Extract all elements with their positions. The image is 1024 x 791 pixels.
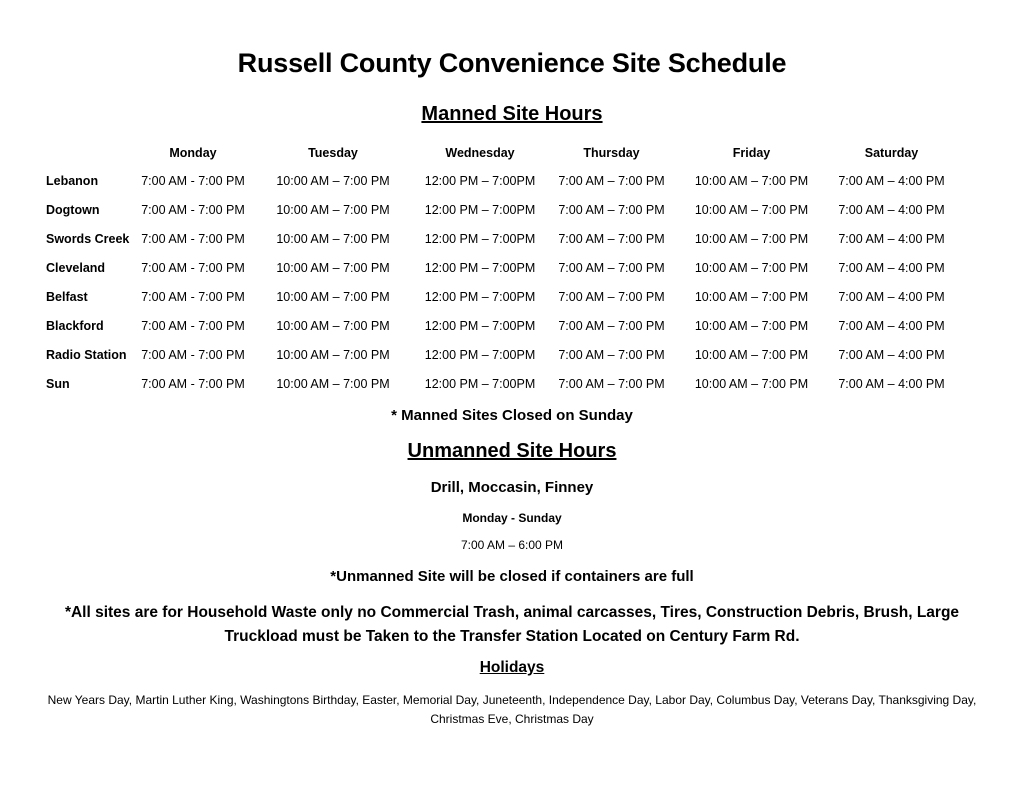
header-day: Saturday (864, 146, 919, 160)
hours-cell: 12:00 PM – 7:00PM (424, 376, 536, 391)
hours-cell: 7:00 AM - 7:00 PM (141, 376, 245, 391)
hours-cell: 7:00 AM – 4:00 PM (838, 376, 945, 391)
hours-cell: 7:00 AM – 4:00 PM (838, 347, 945, 362)
hours-cell: 7:00 AM - 7:00 PM (141, 289, 245, 304)
hours-cell: 7:00 AM – 7:00 PM (558, 376, 665, 391)
hours-cell: 7:00 AM - 7:00 PM (141, 260, 245, 275)
hours-cell: 7:00 AM - 7:00 PM (141, 231, 245, 246)
hours-cell: 10:00 AM – 7:00 PM (694, 260, 809, 275)
hours-cell: 10:00 AM – 7:00 PM (276, 202, 390, 217)
containers-full-note: *Unmanned Site will be closed if containers are full (330, 568, 694, 585)
hours-cell: 10:00 AM – 7:00 PM (276, 289, 390, 304)
header-day: Wednesday (445, 146, 515, 160)
hours-cell: 12:00 PM – 7:00PM (424, 231, 536, 246)
hours-cell: 7:00 AM - 7:00 PM (141, 173, 245, 188)
hours-cell: 10:00 AM – 7:00 PM (694, 173, 809, 188)
table-row (40, 224, 962, 253)
table-row (40, 311, 962, 340)
site-name: Sun (46, 376, 70, 391)
hours-cell: 7:00 AM – 4:00 PM (838, 260, 945, 275)
table-row (40, 253, 962, 282)
table-row (40, 282, 962, 311)
holidays-list: New Years Day, Martin Luther King, Washingtons Birthday, Easter, Memorial Day, Juneteenth, Independence Day, Labor Day, Columbus Day, Veterans Day, Thanksgiving Day, Christmas Eve, Christmas Day (47, 693, 977, 726)
header-site-cell (40, 140, 139, 166)
hours-cell: 7:00 AM – 7:00 PM (558, 318, 665, 333)
hours-cell: 7:00 AM – 7:00 PM (558, 347, 665, 362)
hours-cell: 10:00 AM – 7:00 PM (276, 376, 390, 391)
hours-cell: 10:00 AM – 7:00 PM (694, 202, 809, 217)
site-name: Swords Creek (46, 231, 130, 246)
hours-cell: 10:00 AM – 7:00 PM (276, 318, 390, 333)
unmanned-days: Monday - Sunday (462, 511, 562, 525)
hours-cell: 7:00 AM – 7:00 PM (558, 289, 665, 304)
table-row (40, 369, 962, 398)
hours-cell: 12:00 PM – 7:00PM (424, 289, 536, 304)
hours-cell: 7:00 AM – 4:00 PM (838, 231, 945, 246)
table-row (40, 340, 962, 369)
hours-cell: 7:00 AM – 7:00 PM (558, 202, 665, 217)
hours-cell: 7:00 AM – 4:00 PM (838, 289, 945, 304)
site-name: Blackford (46, 318, 104, 333)
table-row (40, 166, 962, 195)
site-name: Lebanon (46, 173, 99, 188)
table-row (40, 195, 962, 224)
site-name: Cleveland (46, 260, 106, 275)
page-title: Russell County Convenience Site Schedule (237, 48, 787, 78)
hours-cell: 10:00 AM – 7:00 PM (276, 173, 390, 188)
hours-cell: 10:00 AM – 7:00 PM (694, 289, 809, 304)
site-name: Dogtown (46, 202, 100, 217)
hours-cell: 7:00 AM – 4:00 PM (838, 202, 945, 217)
hours-cell: 7:00 AM – 7:00 PM (558, 173, 665, 188)
hours-cell: 10:00 AM – 7:00 PM (694, 376, 809, 391)
household-waste-note: *All sites are for Household Waste only no Commercial Trash, animal carcasses, Tires, Construction Debris, Brush, Large Truckload must be Taken to the Transfer Station Located on Century Farm Rd. (64, 604, 960, 645)
hours-cell: 7:00 AM – 4:00 PM (838, 173, 945, 188)
header-day: Friday (732, 146, 771, 160)
hours-cell: 12:00 PM – 7:00PM (424, 173, 536, 188)
hours-cell: 10:00 AM – 7:00 PM (276, 231, 390, 246)
manned-heading: Manned Site Hours (421, 103, 603, 125)
hours-cell: 7:00 AM – 7:00 PM (558, 231, 665, 246)
hours-cell: 7:00 AM – 4:00 PM (838, 318, 945, 333)
holidays-heading: Holidays (479, 659, 545, 676)
hours-cell: 7:00 AM - 7:00 PM (141, 202, 245, 217)
manned-schedule-table (40, 140, 962, 398)
hours-cell: 12:00 PM – 7:00PM (424, 202, 536, 217)
hours-cell: 10:00 AM – 7:00 PM (276, 260, 390, 275)
site-name: Radio Station (46, 347, 127, 362)
hours-cell: 10:00 AM – 7:00 PM (694, 347, 809, 362)
unmanned-sites: Drill, Moccasin, Finney (430, 479, 594, 496)
hours-cell: 12:00 PM – 7:00PM (424, 318, 536, 333)
header-day: Monday (169, 146, 217, 160)
unmanned-heading: Unmanned Site Hours (407, 440, 617, 462)
header-row (40, 140, 962, 166)
unmanned-hours: 7:00 AM – 6:00 PM (460, 538, 564, 552)
closed-sunday-note: * Manned Sites Closed on Sunday (391, 407, 633, 424)
header-day: Thursday (583, 146, 640, 160)
header-day: Tuesday (308, 146, 358, 160)
hours-cell: 12:00 PM – 7:00PM (424, 347, 536, 362)
hours-cell: 7:00 AM - 7:00 PM (141, 347, 245, 362)
hours-cell: 10:00 AM – 7:00 PM (276, 347, 390, 362)
hours-cell: 10:00 AM – 7:00 PM (694, 318, 809, 333)
site-name: Belfast (46, 289, 88, 304)
hours-cell: 7:00 AM - 7:00 PM (141, 318, 245, 333)
hours-cell: 12:00 PM – 7:00PM (424, 260, 536, 275)
hours-cell: 7:00 AM – 7:00 PM (558, 260, 665, 275)
hours-cell: 10:00 AM – 7:00 PM (694, 231, 809, 246)
